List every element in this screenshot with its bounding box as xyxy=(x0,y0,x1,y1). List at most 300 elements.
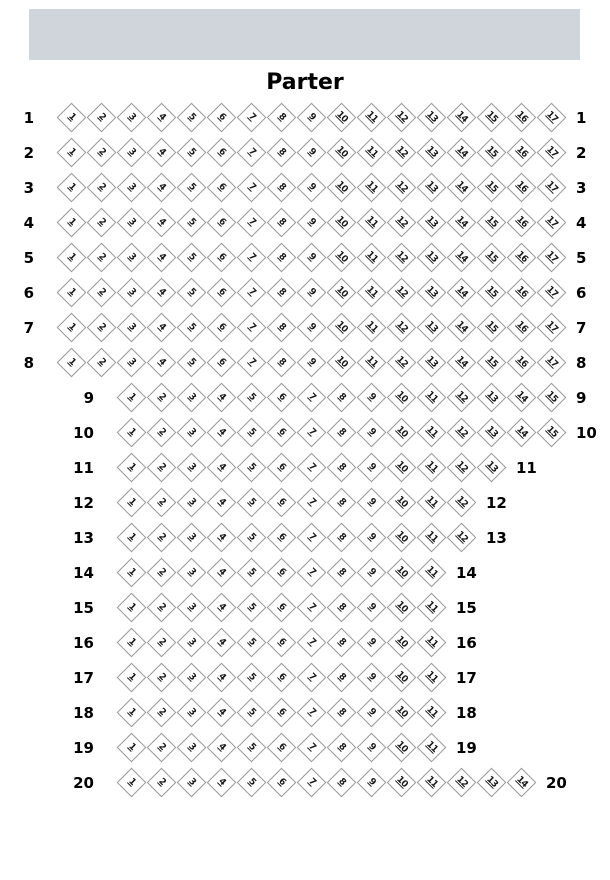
seat-number[interactable]: 9 xyxy=(366,741,378,753)
seat-r14-s8[interactable] xyxy=(328,559,356,587)
seat-r4-s5[interactable] xyxy=(178,209,206,237)
seat-r6-s11[interactable] xyxy=(358,279,386,307)
seat-r12-s2[interactable] xyxy=(148,489,176,517)
seat-r15-s1[interactable] xyxy=(118,594,146,622)
seat-r19-s10[interactable] xyxy=(388,734,416,762)
seat-r15-s8[interactable] xyxy=(328,594,356,622)
seat-r18-s5[interactable] xyxy=(238,699,266,727)
seat-number[interactable]: 3 xyxy=(126,321,138,333)
seat-number[interactable]: 7 xyxy=(306,706,318,718)
seat-number[interactable]: 9 xyxy=(306,356,318,368)
seat-number[interactable]: 2 xyxy=(96,216,108,228)
seat-number[interactable]: 2 xyxy=(156,426,168,438)
seat-r2-s17[interactable] xyxy=(538,139,566,167)
seat-r9-s14[interactable] xyxy=(508,384,536,412)
seat-number[interactable]: 6 xyxy=(276,671,288,683)
seat-number[interactable]: 1 xyxy=(126,461,138,473)
seat-number[interactable]: 10 xyxy=(394,564,410,580)
seat-number[interactable]: 11 xyxy=(424,704,440,720)
seat-r19-s1[interactable] xyxy=(118,734,146,762)
seat-r9-s2[interactable] xyxy=(148,384,176,412)
seat-r14-s6[interactable] xyxy=(268,559,296,587)
seat-number[interactable]: 15 xyxy=(484,144,500,160)
seat-number[interactable]: 1 xyxy=(126,426,138,438)
seat-r20-s14[interactable] xyxy=(508,769,536,797)
seat-r5-s3[interactable] xyxy=(118,244,146,272)
seat-number[interactable]: 1 xyxy=(66,216,78,228)
seat-r12-s4[interactable] xyxy=(208,489,236,517)
seat-number[interactable]: 8 xyxy=(276,321,288,333)
seat-r8-s17[interactable] xyxy=(538,349,566,377)
seat-number[interactable]: 12 xyxy=(394,179,410,195)
seat-r4-s11[interactable] xyxy=(358,209,386,237)
seat-r13-s3[interactable] xyxy=(178,524,206,552)
seat-r13-s10[interactable] xyxy=(388,524,416,552)
seat-r8-s5[interactable] xyxy=(178,349,206,377)
seat-number[interactable]: 16 xyxy=(514,354,530,370)
seat-number[interactable]: 15 xyxy=(484,214,500,230)
seat-r9-s10[interactable] xyxy=(388,384,416,412)
seat-r11-s8[interactable] xyxy=(328,454,356,482)
seat-number[interactable]: 3 xyxy=(126,111,138,123)
seat-r19-s11[interactable] xyxy=(418,734,446,762)
seat-r11-s7[interactable] xyxy=(298,454,326,482)
seat-number[interactable]: 11 xyxy=(424,739,440,755)
seat-number[interactable]: 3 xyxy=(186,776,198,788)
seat-number[interactable]: 1 xyxy=(126,776,138,788)
seat-r17-s6[interactable] xyxy=(268,664,296,692)
seat-number[interactable]: 8 xyxy=(336,706,348,718)
seat-number[interactable]: 6 xyxy=(216,251,228,263)
seat-r5-s17[interactable] xyxy=(538,244,566,272)
seat-number[interactable]: 12 xyxy=(394,109,410,125)
seat-r10-s11[interactable] xyxy=(418,419,446,447)
seat-r13-s5[interactable] xyxy=(238,524,266,552)
seat-number[interactable]: 11 xyxy=(364,179,380,195)
seat-number[interactable]: 6 xyxy=(276,776,288,788)
seat-number[interactable]: 17 xyxy=(544,319,560,335)
seat-number[interactable]: 2 xyxy=(156,671,168,683)
seat-number[interactable]: 3 xyxy=(186,496,198,508)
seat-number[interactable]: 12 xyxy=(454,494,470,510)
seat-number[interactable]: 2 xyxy=(156,776,168,788)
seat-number[interactable]: 16 xyxy=(514,109,530,125)
seat-r2-s8[interactable] xyxy=(268,139,296,167)
seat-r17-s5[interactable] xyxy=(238,664,266,692)
seat-r5-s1[interactable] xyxy=(58,244,86,272)
seat-r16-s5[interactable] xyxy=(238,629,266,657)
seat-r1-s9[interactable] xyxy=(298,104,326,132)
seat-r2-s15[interactable] xyxy=(478,139,506,167)
seat-r18-s6[interactable] xyxy=(268,699,296,727)
seat-r15-s6[interactable] xyxy=(268,594,296,622)
seat-r1-s2[interactable] xyxy=(88,104,116,132)
seat-r13-s6[interactable] xyxy=(268,524,296,552)
seat-r3-s1[interactable] xyxy=(58,174,86,202)
seat-number[interactable]: 10 xyxy=(394,774,410,790)
seat-number[interactable]: 13 xyxy=(424,354,440,370)
seat-number[interactable]: 3 xyxy=(186,531,198,543)
seat-number[interactable]: 9 xyxy=(366,426,378,438)
seat-number[interactable]: 16 xyxy=(514,144,530,160)
seat-number[interactable]: 1 xyxy=(66,251,78,263)
seat-r18-s2[interactable] xyxy=(148,699,176,727)
seat-r10-s13[interactable] xyxy=(478,419,506,447)
seat-number[interactable]: 7 xyxy=(246,111,258,123)
seat-r4-s4[interactable] xyxy=(148,209,176,237)
seat-r1-s4[interactable] xyxy=(148,104,176,132)
seat-number[interactable]: 6 xyxy=(276,741,288,753)
seat-r17-s8[interactable] xyxy=(328,664,356,692)
seat-r8-s11[interactable] xyxy=(358,349,386,377)
seat-number[interactable]: 10 xyxy=(334,214,350,230)
seat-number[interactable]: 2 xyxy=(156,706,168,718)
seat-r6-s6[interactable] xyxy=(208,279,236,307)
seat-r14-s4[interactable] xyxy=(208,559,236,587)
seat-r4-s2[interactable] xyxy=(88,209,116,237)
seat-number[interactable]: 2 xyxy=(156,496,168,508)
seat-number[interactable]: 9 xyxy=(366,671,378,683)
seat-r11-s3[interactable] xyxy=(178,454,206,482)
seat-r10-s5[interactable] xyxy=(238,419,266,447)
seat-number[interactable]: 11 xyxy=(364,354,380,370)
seat-number[interactable]: 7 xyxy=(306,741,318,753)
seat-r7-s4[interactable] xyxy=(148,314,176,342)
seat-number[interactable]: 14 xyxy=(454,144,470,160)
seat-r3-s17[interactable] xyxy=(538,174,566,202)
seat-number[interactable]: 14 xyxy=(514,774,530,790)
seat-number[interactable]: 14 xyxy=(454,354,470,370)
seat-number[interactable]: 14 xyxy=(454,284,470,300)
seat-number[interactable]: 2 xyxy=(96,321,108,333)
seat-r7-s16[interactable] xyxy=(508,314,536,342)
seat-r18-s8[interactable] xyxy=(328,699,356,727)
seat-number[interactable]: 4 xyxy=(216,391,228,403)
seat-number[interactable]: 14 xyxy=(454,179,470,195)
seat-number[interactable]: 2 xyxy=(156,741,168,753)
seat-number[interactable]: 5 xyxy=(246,426,258,438)
seat-r11-s2[interactable] xyxy=(148,454,176,482)
seat-number[interactable]: 4 xyxy=(216,636,228,648)
seat-r12-s9[interactable] xyxy=(358,489,386,517)
seat-number[interactable]: 3 xyxy=(126,286,138,298)
seat-r6-s3[interactable] xyxy=(118,279,146,307)
seat-r18-s7[interactable] xyxy=(298,699,326,727)
seat-r14-s7[interactable] xyxy=(298,559,326,587)
seat-r8-s13[interactable] xyxy=(418,349,446,377)
seat-number[interactable]: 7 xyxy=(246,216,258,228)
seat-number[interactable]: 4 xyxy=(216,566,228,578)
seat-r6-s9[interactable] xyxy=(298,279,326,307)
seat-number[interactable]: 6 xyxy=(216,146,228,158)
seat-r20-s7[interactable] xyxy=(298,769,326,797)
seat-number[interactable]: 17 xyxy=(544,354,560,370)
seat-number[interactable]: 5 xyxy=(186,111,198,123)
seat-number[interactable]: 8 xyxy=(336,671,348,683)
seat-r19-s2[interactable] xyxy=(148,734,176,762)
seat-number[interactable]: 1 xyxy=(126,391,138,403)
seat-number[interactable]: 1 xyxy=(66,356,78,368)
seat-number[interactable]: 1 xyxy=(126,741,138,753)
seat-number[interactable]: 8 xyxy=(276,181,288,193)
seat-r8-s14[interactable] xyxy=(448,349,476,377)
seat-r14-s3[interactable] xyxy=(178,559,206,587)
seat-r16-s4[interactable] xyxy=(208,629,236,657)
seat-r10-s10[interactable] xyxy=(388,419,416,447)
seat-r11-s1[interactable] xyxy=(118,454,146,482)
seat-r7-s9[interactable] xyxy=(298,314,326,342)
seat-number[interactable]: 3 xyxy=(186,566,198,578)
seat-r2-s9[interactable] xyxy=(298,139,326,167)
seat-r17-s10[interactable] xyxy=(388,664,416,692)
seat-number[interactable]: 8 xyxy=(336,566,348,578)
seat-number[interactable]: 3 xyxy=(186,601,198,613)
seat-r15-s9[interactable] xyxy=(358,594,386,622)
seat-r10-s4[interactable] xyxy=(208,419,236,447)
seat-r8-s1[interactable] xyxy=(58,349,86,377)
seat-r19-s3[interactable] xyxy=(178,734,206,762)
seat-number[interactable]: 5 xyxy=(186,251,198,263)
seat-number[interactable]: 16 xyxy=(514,284,530,300)
seat-r9-s9[interactable] xyxy=(358,384,386,412)
seat-r20-s5[interactable] xyxy=(238,769,266,797)
seat-r8-s15[interactable] xyxy=(478,349,506,377)
seat-number[interactable]: 15 xyxy=(544,389,560,405)
seat-r13-s9[interactable] xyxy=(358,524,386,552)
seat-number[interactable]: 12 xyxy=(394,354,410,370)
seat-r8-s9[interactable] xyxy=(298,349,326,377)
seat-number[interactable]: 5 xyxy=(246,391,258,403)
seat-number[interactable]: 13 xyxy=(424,214,440,230)
seat-number[interactable]: 15 xyxy=(484,284,500,300)
seat-r2-s13[interactable] xyxy=(418,139,446,167)
seat-r8-s7[interactable] xyxy=(238,349,266,377)
seat-r13-s7[interactable] xyxy=(298,524,326,552)
seat-r7-s13[interactable] xyxy=(418,314,446,342)
seat-number[interactable]: 4 xyxy=(156,216,168,228)
seat-number[interactable]: 7 xyxy=(246,181,258,193)
seat-number[interactable]: 5 xyxy=(246,496,258,508)
seat-number[interactable]: 7 xyxy=(306,776,318,788)
seat-number[interactable]: 9 xyxy=(366,391,378,403)
seat-number[interactable]: 11 xyxy=(364,284,380,300)
seat-r4-s8[interactable] xyxy=(268,209,296,237)
seat-r13-s11[interactable] xyxy=(418,524,446,552)
seat-r1-s8[interactable] xyxy=(268,104,296,132)
seat-r17-s3[interactable] xyxy=(178,664,206,692)
seat-r16-s6[interactable] xyxy=(268,629,296,657)
seat-r10-s15[interactable] xyxy=(538,419,566,447)
seat-r2-s5[interactable] xyxy=(178,139,206,167)
seat-r18-s11[interactable] xyxy=(418,699,446,727)
seat-number[interactable]: 3 xyxy=(126,251,138,263)
seat-r11-s13[interactable] xyxy=(478,454,506,482)
seat-number[interactable]: 12 xyxy=(394,284,410,300)
seat-number[interactable]: 11 xyxy=(424,564,440,580)
seat-number[interactable]: 3 xyxy=(186,391,198,403)
seat-number[interactable]: 7 xyxy=(246,286,258,298)
seat-number[interactable]: 6 xyxy=(276,566,288,578)
seat-number[interactable]: 2 xyxy=(96,356,108,368)
seat-r19-s8[interactable] xyxy=(328,734,356,762)
seat-number[interactable]: 1 xyxy=(126,566,138,578)
seat-number[interactable]: 4 xyxy=(216,461,228,473)
seat-number[interactable]: 13 xyxy=(424,109,440,125)
seat-number[interactable]: 2 xyxy=(156,566,168,578)
seat-number[interactable]: 4 xyxy=(216,496,228,508)
seat-number[interactable]: 10 xyxy=(334,354,350,370)
seat-r1-s12[interactable] xyxy=(388,104,416,132)
seat-number[interactable]: 12 xyxy=(454,774,470,790)
seat-r19-s6[interactable] xyxy=(268,734,296,762)
seat-number[interactable]: 17 xyxy=(544,109,560,125)
seat-number[interactable]: 4 xyxy=(216,776,228,788)
seat-number[interactable]: 7 xyxy=(246,251,258,263)
seat-r17-s11[interactable] xyxy=(418,664,446,692)
seat-number[interactable]: 10 xyxy=(394,634,410,650)
seat-number[interactable]: 6 xyxy=(276,706,288,718)
seat-r5-s4[interactable] xyxy=(148,244,176,272)
seat-r3-s13[interactable] xyxy=(418,174,446,202)
seat-r3-s11[interactable] xyxy=(358,174,386,202)
seat-number[interactable]: 4 xyxy=(156,356,168,368)
seat-r16-s10[interactable] xyxy=(388,629,416,657)
seat-number[interactable]: 4 xyxy=(156,181,168,193)
seat-r4-s7[interactable] xyxy=(238,209,266,237)
seat-number[interactable]: 15 xyxy=(484,179,500,195)
seat-number[interactable]: 9 xyxy=(366,776,378,788)
seat-number[interactable]: 12 xyxy=(454,529,470,545)
seat-r10-s12[interactable] xyxy=(448,419,476,447)
seat-r1-s15[interactable] xyxy=(478,104,506,132)
seat-number[interactable]: 6 xyxy=(276,461,288,473)
seat-r17-s7[interactable] xyxy=(298,664,326,692)
seat-r10-s1[interactable] xyxy=(118,419,146,447)
seat-number[interactable]: 2 xyxy=(156,461,168,473)
seat-number[interactable]: 1 xyxy=(126,531,138,543)
seat-r14-s2[interactable] xyxy=(148,559,176,587)
seat-r2-s1[interactable] xyxy=(58,139,86,167)
seat-r1-s11[interactable] xyxy=(358,104,386,132)
seat-r4-s17[interactable] xyxy=(538,209,566,237)
seat-r4-s13[interactable] xyxy=(418,209,446,237)
seat-number[interactable]: 14 xyxy=(454,249,470,265)
seat-number[interactable]: 8 xyxy=(276,111,288,123)
seat-number[interactable]: 5 xyxy=(246,741,258,753)
seat-number[interactable]: 9 xyxy=(366,636,378,648)
seat-r3-s14[interactable] xyxy=(448,174,476,202)
seat-r16-s1[interactable] xyxy=(118,629,146,657)
seat-r18-s10[interactable] xyxy=(388,699,416,727)
seat-r4-s10[interactable] xyxy=(328,209,356,237)
seat-number[interactable]: 3 xyxy=(186,461,198,473)
seat-number[interactable]: 8 xyxy=(336,601,348,613)
seat-r1-s13[interactable] xyxy=(418,104,446,132)
seat-r5-s12[interactable] xyxy=(388,244,416,272)
seat-number[interactable]: 14 xyxy=(514,389,530,405)
seat-number[interactable]: 13 xyxy=(424,249,440,265)
seat-r6-s7[interactable] xyxy=(238,279,266,307)
seat-r20-s12[interactable] xyxy=(448,769,476,797)
seat-number[interactable]: 6 xyxy=(276,601,288,613)
seat-r16-s3[interactable] xyxy=(178,629,206,657)
seat-r2-s2[interactable] xyxy=(88,139,116,167)
seat-number[interactable]: 4 xyxy=(156,286,168,298)
seat-r4-s6[interactable] xyxy=(208,209,236,237)
seat-number[interactable]: 6 xyxy=(216,356,228,368)
seat-number[interactable]: 9 xyxy=(366,706,378,718)
seat-r5-s5[interactable] xyxy=(178,244,206,272)
seat-r11-s5[interactable] xyxy=(238,454,266,482)
seat-r18-s3[interactable] xyxy=(178,699,206,727)
seat-r3-s9[interactable] xyxy=(298,174,326,202)
seat-r3-s2[interactable] xyxy=(88,174,116,202)
seat-number[interactable]: 1 xyxy=(126,636,138,648)
seat-number[interactable]: 11 xyxy=(424,494,440,510)
seat-r13-s12[interactable] xyxy=(448,524,476,552)
seat-r6-s2[interactable] xyxy=(88,279,116,307)
seat-r10-s14[interactable] xyxy=(508,419,536,447)
seat-number[interactable]: 11 xyxy=(364,249,380,265)
seat-r2-s3[interactable] xyxy=(118,139,146,167)
seat-number[interactable]: 10 xyxy=(334,179,350,195)
seat-r3-s7[interactable] xyxy=(238,174,266,202)
seat-r3-s4[interactable] xyxy=(148,174,176,202)
seat-r12-s6[interactable] xyxy=(268,489,296,517)
seat-number[interactable]: 2 xyxy=(156,636,168,648)
seat-r7-s17[interactable] xyxy=(538,314,566,342)
seat-r12-s3[interactable] xyxy=(178,489,206,517)
seat-r9-s15[interactable] xyxy=(538,384,566,412)
seat-r15-s7[interactable] xyxy=(298,594,326,622)
seat-number[interactable]: 5 xyxy=(246,461,258,473)
seat-r9-s11[interactable] xyxy=(418,384,446,412)
seat-number[interactable]: 10 xyxy=(394,704,410,720)
seat-number[interactable]: 8 xyxy=(336,496,348,508)
seat-r20-s11[interactable] xyxy=(418,769,446,797)
seat-r10-s2[interactable] xyxy=(148,419,176,447)
seat-r8-s10[interactable] xyxy=(328,349,356,377)
seat-r1-s5[interactable] xyxy=(178,104,206,132)
seat-number[interactable]: 1 xyxy=(66,321,78,333)
seat-number[interactable]: 8 xyxy=(336,636,348,648)
seat-r6-s4[interactable] xyxy=(148,279,176,307)
seat-r9-s1[interactable] xyxy=(118,384,146,412)
seat-r11-s9[interactable] xyxy=(358,454,386,482)
seat-number[interactable]: 5 xyxy=(186,356,198,368)
seat-number[interactable]: 3 xyxy=(126,146,138,158)
seat-r5-s14[interactable] xyxy=(448,244,476,272)
seat-number[interactable]: 6 xyxy=(276,636,288,648)
seat-number[interactable]: 10 xyxy=(334,319,350,335)
seat-number[interactable]: 11 xyxy=(424,424,440,440)
seat-r1-s10[interactable] xyxy=(328,104,356,132)
seat-number[interactable]: 3 xyxy=(126,356,138,368)
seat-r7-s5[interactable] xyxy=(178,314,206,342)
seat-r6-s14[interactable] xyxy=(448,279,476,307)
seat-r17-s1[interactable] xyxy=(118,664,146,692)
seat-r11-s10[interactable] xyxy=(388,454,416,482)
seat-r14-s11[interactable] xyxy=(418,559,446,587)
seat-number[interactable]: 4 xyxy=(216,671,228,683)
seat-r10-s3[interactable] xyxy=(178,419,206,447)
seat-number[interactable]: 9 xyxy=(366,461,378,473)
seat-number[interactable]: 12 xyxy=(394,319,410,335)
seat-number[interactable]: 13 xyxy=(424,319,440,335)
seat-r2-s12[interactable] xyxy=(388,139,416,167)
seat-number[interactable]: 3 xyxy=(186,636,198,648)
seat-r7-s8[interactable] xyxy=(268,314,296,342)
